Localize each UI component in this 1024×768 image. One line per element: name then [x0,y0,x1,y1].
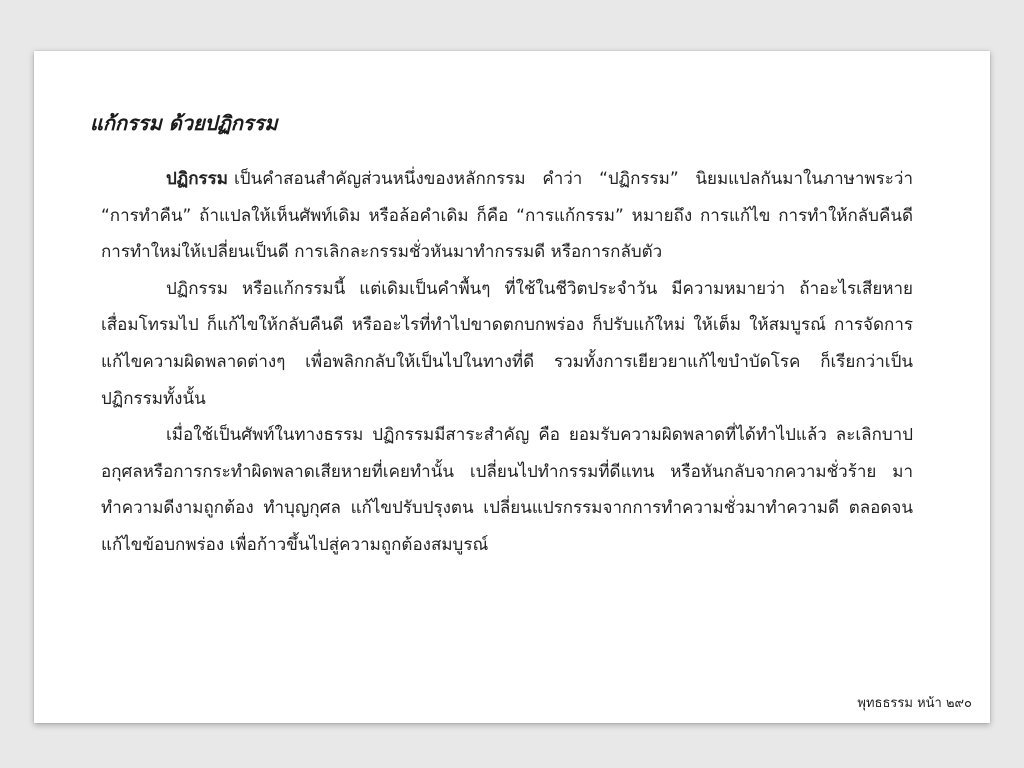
paragraph-1-lead-term: ปฏิกรรม [166,169,228,189]
paragraph-2-text: ปฏิกรรม หรือแก้กรรมนี้ แต่เดิมเป็นคำพื้นๆ ที่ใช้ในชีวิตประจำวัน มีความหมายว่า ถ้าอะไรเสียหายเสื่อมโทรมไป ก็แก้ไขให้กลับคืนดี หรืออะไรที่ทำไปขาดตกบกพร่อง ก็ปรับแก้ใหม่ ให้เต็ม ให้สมบูรณ์ การจัดการแก้ไขความผิดพลาดต่างๆ เพื่อพลิกกลับให้เป็นไปในทางที่ดี รวมทั้งการเยียวยาแก้ไขบำบัดโรค ก็เรียกว่าเป็นปฏิกรรมทั้งนั้น [101,278,913,409]
document-page [34,51,990,723]
page-title: แก้กรรม ด้วยปฏิกรรม [90,111,278,135]
paragraph-2 [101,271,913,417]
paragraph-3 [101,417,913,563]
paragraph-1-text: เป็นคำสอนสำคัญส่วนหนึ่งของหลักกรรม คำว่า “ปฏิกรรม” นิยมแปลกันมาในภาษาพระว่า “การทำคืน” ถ้าแปลให้เห็นศัพท์เดิม หรือล้อคำเดิม ก็คือ “การแก้กรรม” หมายถึง การแก้ไข การทำให้กลับคืนดี การทำใหม่ให้เปลี่ยนเป็นดี การเลิกละกรรมชั่วหันมาทำกรรมดี หรือการกลับตัว [101,169,913,263]
paragraph-1 [101,161,913,271]
page-number-label: พุทธธรรม หน้า ๒๙๐ [857,696,972,711]
paragraph-3-text: เมื่อใช้เป็นศัพท์ในทางธรรม ปฏิกรรมมีสาระสำคัญ คือ ยอมรับความผิดพลาดที่ได้ทำไปแล้ว ละเลิกบาปอกุศลหรือการกระทำผิดพลาดเสียหายที่เคยทำนั้น เปลี่ยนไปทำกรรมที่ดีแทน หรือหันกลับจากความชั่วร้าย มาทำความดีงามถูกต้อง ทำบุญกุศล แก้ไขปรับปรุงตน เปลี่ยนแปรกรรมจากการทำความชั่วมาทำความดี ตลอดจนแก้ไขข้อบกพร่อง เพื่อก้าวขึ้นไปสู่ความถูกต้องสมบูรณ์ [101,425,913,555]
body-text [101,161,913,564]
